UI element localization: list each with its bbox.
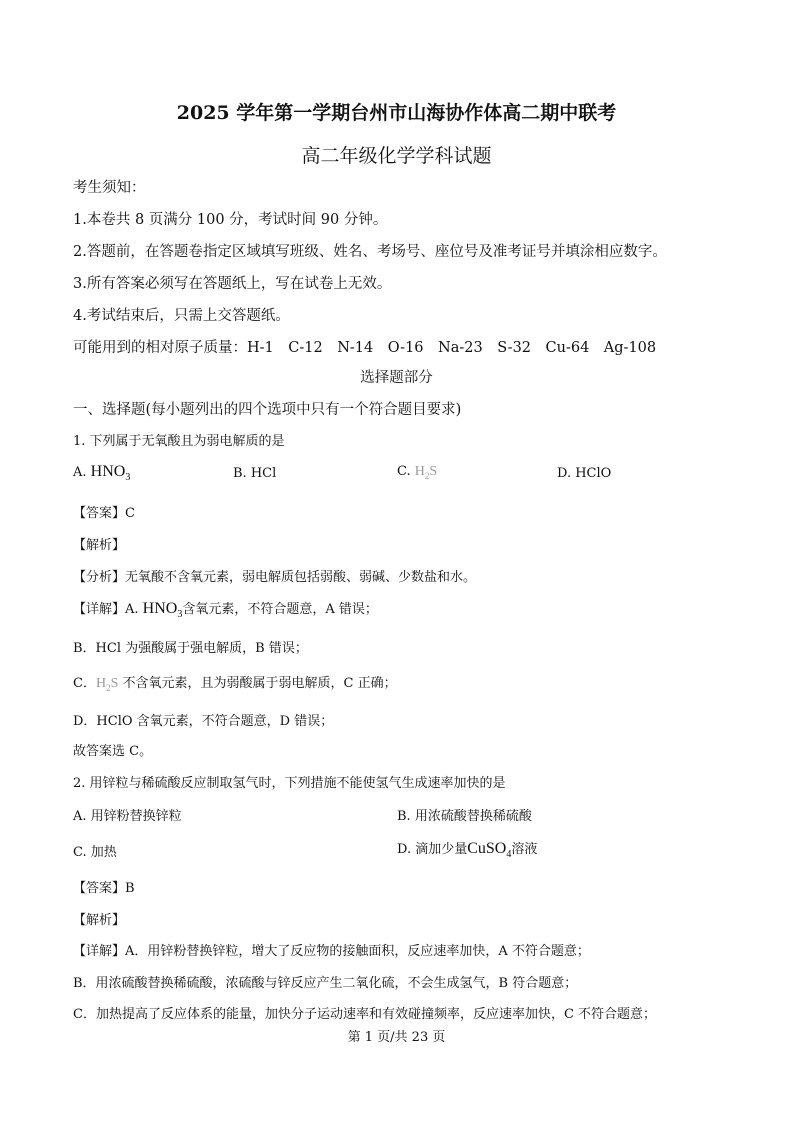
notice-item-1: 1.本卷共 8 页满分 100 分，考试时间 90 分钟。 bbox=[73, 212, 388, 228]
q1-fenxi: 【分析】无氧酸不含氧元素，弱电解质包括弱酸、弱碱、少数盐和水。 bbox=[73, 570, 477, 585]
q2-detail-c: C．加热提高了反应体系的能量，加快分子运动速率和有效碰撞频率，反应速率加快，C 不符合题意； bbox=[73, 1007, 657, 1022]
option-label: C. bbox=[397, 464, 411, 479]
formula-h2s: $H_2S$ bbox=[95, 676, 119, 693]
q1-option-b: B. HCl bbox=[233, 466, 277, 481]
q1-answer: 【答案】C bbox=[73, 506, 135, 521]
notice-item-4: 4.考试结束后，只需上交答题纸。 bbox=[73, 308, 290, 324]
q1-option-d: D. HClO bbox=[557, 466, 612, 481]
option-label: A. bbox=[73, 465, 87, 480]
q1-analysis-label: 【解析】 bbox=[73, 538, 126, 553]
q2-option-c: C. 加热 bbox=[73, 845, 117, 860]
q2-option-a: A. 用锌粉替换锌粒 bbox=[73, 809, 182, 824]
q1-option-c bbox=[397, 464, 437, 481]
q2-detail-a: 【详解】A．用锌粉替换锌粒，增大了反应物的接触面积，反应速率加快，A 不符合题意； bbox=[73, 944, 590, 959]
formula-cuso4: CuSO$_4$ bbox=[467, 840, 512, 861]
q1-detail-d: D．HClO 含氧元素，不符合题意，D 错误； bbox=[73, 714, 334, 729]
q1-detail-a: 【详解】A. $HNO_3$含氧元素，不符合题意，A 错误； bbox=[73, 600, 378, 621]
q1-detail-b: B．HCl 为强酸属于强电解质，B 错误； bbox=[73, 641, 308, 656]
q1-option-a bbox=[73, 463, 130, 483]
formula-h2s: $H_2S$ bbox=[414, 464, 438, 481]
exam-subtitle: 高二年级化学学科试题 bbox=[301, 145, 492, 167]
exam-title: 2025 学年第一学期台州市山海协作体高二期中联考 bbox=[176, 102, 617, 124]
question-1-stem: 1. 下列属于无氧酸且为弱电解质的是 bbox=[73, 434, 285, 449]
formula-hno3: $HNO_3$ bbox=[90, 463, 131, 484]
page-number: 第 1 页/共 23 页 bbox=[347, 1030, 446, 1045]
part-title: 选择题部分 bbox=[360, 370, 433, 386]
q2-answer: 【答案】B bbox=[73, 881, 135, 896]
notice-item-2: 2.答题前，在答题卷指定区域填写班级、姓名、考场号、座位号及准考证号并填涂相应数字。 bbox=[73, 244, 667, 260]
q2-option-d: D. 滴加少量CuSO$_4$溶液 bbox=[397, 840, 538, 861]
q2-option-b: B. 用浓硫酸替换稀硫酸 bbox=[397, 809, 532, 824]
q2-detail-b: B．用浓硫酸替换稀硫酸，浓硫酸与锌反应产生二氧化硫，不会生成氢气，B 符合题意； bbox=[73, 976, 578, 991]
formula-hno3: $HNO_3$ bbox=[142, 600, 183, 621]
question-2-stem: 2. 用锌粒与稀硫酸反应制取氢气时，下列措施不能使氢气生成速率加快的是 bbox=[73, 776, 506, 791]
atomic-mass-line: 可能用到的相对原子质量：H-1 C-12 N-14 O-16 Na-23 S-32 Cu-64 Ag-108 bbox=[73, 340, 657, 356]
q1-conclusion: 故答案选 C。 bbox=[73, 744, 153, 759]
section-heading: 一、选择题(每小题列出的四个选项中只有一个符合题目要求) bbox=[73, 402, 462, 418]
q2-analysis-label: 【解析】 bbox=[73, 913, 126, 928]
notice-item-3: 3.所有答案必须写在答题纸上，写在试卷上无效。 bbox=[73, 276, 392, 292]
notice-heading: 考生须知： bbox=[73, 180, 146, 196]
q1-detail-c: C．$H_2S$ 不含氧元素，且为弱酸属于弱电解质，C 正确； bbox=[73, 676, 397, 693]
